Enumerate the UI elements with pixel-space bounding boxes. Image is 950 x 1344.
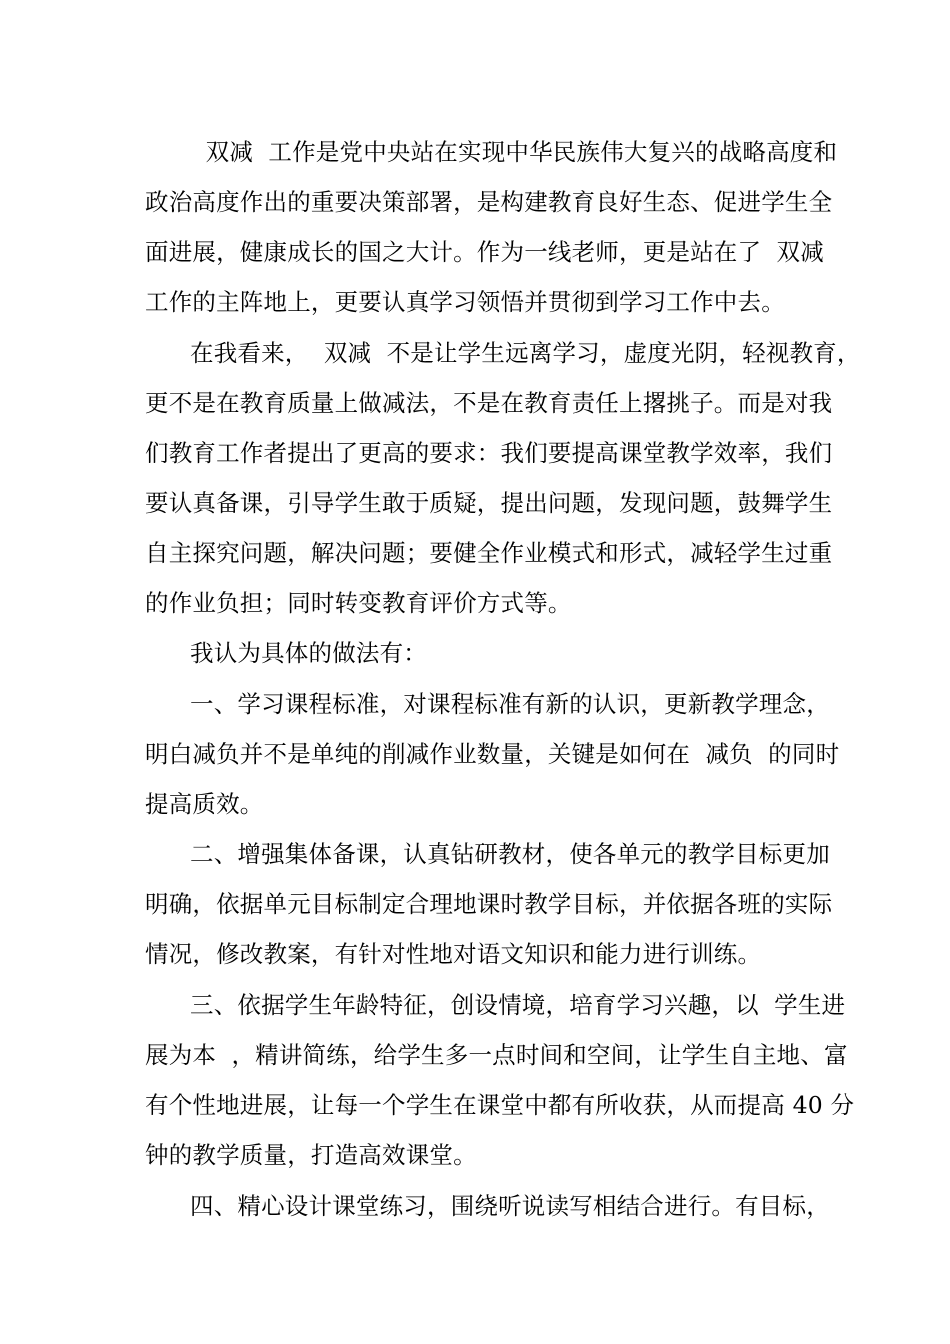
paragraph-4-line-3: 提高质效。 xyxy=(145,790,264,818)
paragraph-2-line-3: 们教育工作者提出了更高的要求：我们要提高课堂教学效率，我们 xyxy=(145,439,833,467)
paragraph-6-line-2: 展为本 ，精讲简练，给学生多一点时间和空间，让学生自主地、富 xyxy=(145,1041,848,1069)
paragraph-4-line-1: 一、学习课程标准，对课程标准有新的认识，更新教学理念， xyxy=(190,690,830,718)
paragraph-2-line-5: 自主探究问题，解决问题；要健全作业模式和形式，减轻学生过重 xyxy=(145,539,833,567)
paragraph-1-line-1: 双减 工作是党中央站在实现中华民族伟大复兴的战略高度和 xyxy=(198,138,838,166)
paragraph-3-line-1: 我认为具体的做法有： xyxy=(190,639,427,667)
paragraph-2-line-4: 要认真备课，引导学生敢于质疑，提出问题，发现问题，鼓舞学生 xyxy=(145,489,833,517)
paragraph-2-line-6: 的作业负担；同时转变教育评价方式等。 xyxy=(145,589,572,617)
paragraph-6-line-1: 三、依据学生年龄特征，创设情境，培育学习兴趣，以 学生进 xyxy=(190,991,846,1019)
paragraph-2-line-1: 在我看来， 双减 不是让学生远离学习，虚度光阴，轻视教育， xyxy=(190,339,861,367)
paragraph-6-line-3: 有个性地进展，让每一个学生在课堂中都有所收获，从而提高 40 分 xyxy=(145,1091,855,1119)
paragraph-5-line-3: 情况，修改教案，有针对性地对语文知识和能力进行训练。 xyxy=(145,940,762,968)
paragraph-1-line-4: 工作的主阵地上，更要认真学习领悟并贯彻到学习工作中去。 xyxy=(145,288,785,316)
paragraph-5-line-2: 明确，依据单元目标制定合理地课时教学目标，并依据各班的实际 xyxy=(145,890,833,918)
paragraph-5-line-1: 二、增强集体备课，认真钻研教材，使各单元的教学目标更加 xyxy=(190,840,830,868)
paragraph-1-line-2: 政治高度作出的重要决策部署，是构建教育良好生态、促进学生全 xyxy=(145,188,833,216)
paragraph-1-line-3: 面进展，健康成长的国之大计。作为一线老师，更是站在了 双减 xyxy=(145,238,824,266)
paragraph-7-line-1: 四、精心设计课堂练习，围绕听说读写相结合进行。有目标， xyxy=(190,1192,830,1220)
paragraph-2-line-2: 更不是在教育质量上做减法，不是在教育责任上撂挑子。而是对我 xyxy=(145,389,833,417)
paragraph-4-line-2: 明白减负并不是单纯的削减作业数量，关键是如何在 减负 的同时 xyxy=(145,740,840,768)
paragraph-6-line-4: 钟的教学质量，打造高效课堂。 xyxy=(145,1141,477,1169)
